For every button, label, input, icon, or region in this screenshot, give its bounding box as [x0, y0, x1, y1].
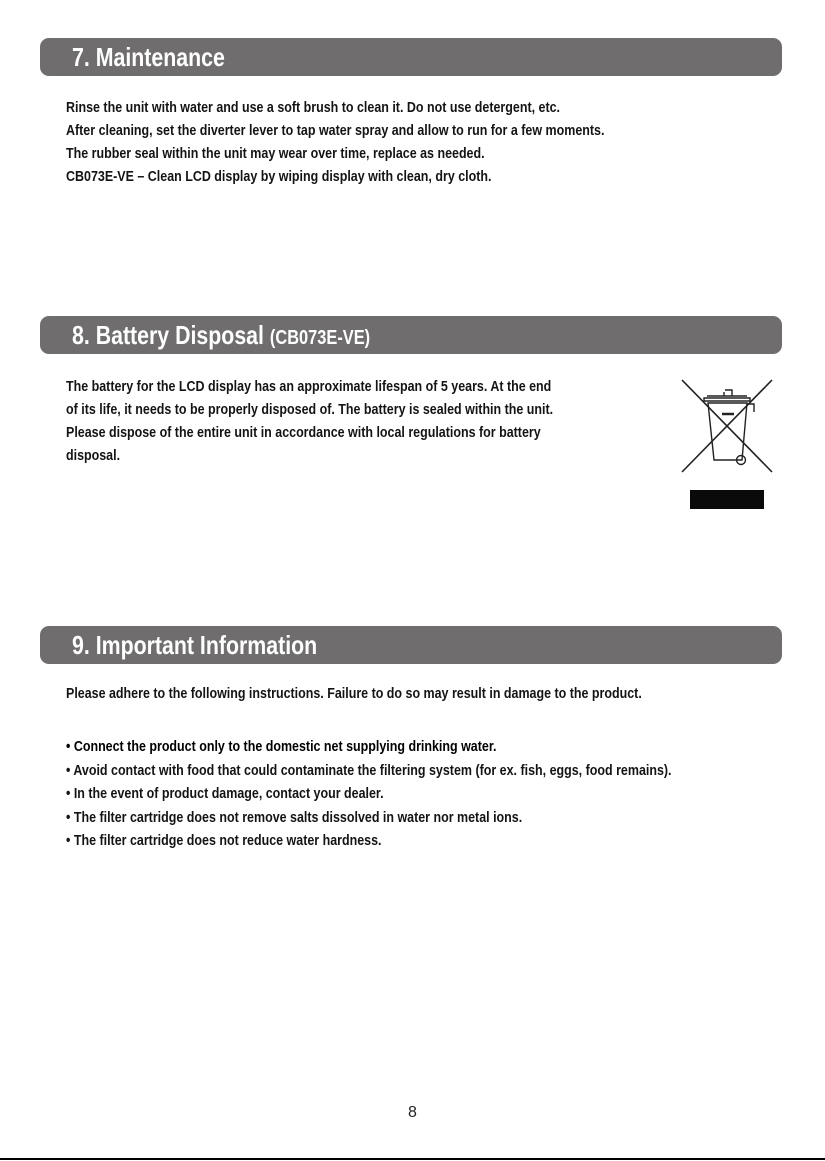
- section-header-battery-disposal: [40, 316, 782, 354]
- section-title: 7. Maintenance: [72, 42, 225, 72]
- weee-black-bar: [690, 490, 764, 509]
- section-title: [72, 316, 370, 357]
- section-header-maintenance: [40, 38, 782, 76]
- text-line: The rubber seal within the unit may wear over time, replace as needed.: [66, 146, 485, 162]
- text-line: The battery for the LCD display has an approximate lifespan of 5 years. At the end: [66, 379, 552, 395]
- battery-text: [66, 376, 553, 468]
- section-title: 9. Important Information: [72, 630, 318, 660]
- list-item: • The filter cartridge does not remove salts dissolved in water nor metal ions.: [66, 809, 523, 826]
- section-title-model: (CB073E-VE): [269, 327, 371, 349]
- important-intro: [66, 683, 642, 706]
- text-line: Please dispose of the entire unit in accordance with local regulations for battery: [66, 425, 541, 441]
- text-line: of its life, it needs to be properly disposed of. The battery is sealed within the unit.: [66, 402, 554, 418]
- important-bullet-list: [66, 736, 672, 854]
- crossed-out-wheelie-bin-icon: [680, 376, 774, 476]
- page-number: 8: [408, 1104, 417, 1121]
- section-header-important-information: [40, 626, 782, 664]
- text-line: Please adhere to the following instructions. Failure to do so may result in damage to the product.: [66, 686, 642, 702]
- section-title-main: 8. Battery Disposal: [72, 320, 264, 350]
- list-item: • Avoid contact with food that could contaminate the filtering system (for ex. fish, eggs, food remains).: [66, 762, 672, 779]
- maintenance-text: [66, 97, 604, 189]
- list-item: • In the event of product damage, contact your dealer.: [66, 786, 384, 802]
- list-item: • Connect the product only to the domestic net supplying drinking water.: [66, 739, 497, 755]
- text-line: Rinse the unit with water and use a soft brush to clean it. Do not use detergent, etc.: [66, 100, 561, 116]
- text-line: disposal.: [66, 448, 121, 464]
- text-line: After cleaning, set the diverter lever to tap water spray and allow to run for a few moments.: [66, 123, 605, 139]
- list-item: • The filter cartridge does not reduce water hardness.: [66, 833, 382, 849]
- bottom-rule: [0, 1158, 825, 1160]
- text-line: CB073E-VE – Clean LCD display by wiping display with clean, dry cloth.: [66, 169, 492, 185]
